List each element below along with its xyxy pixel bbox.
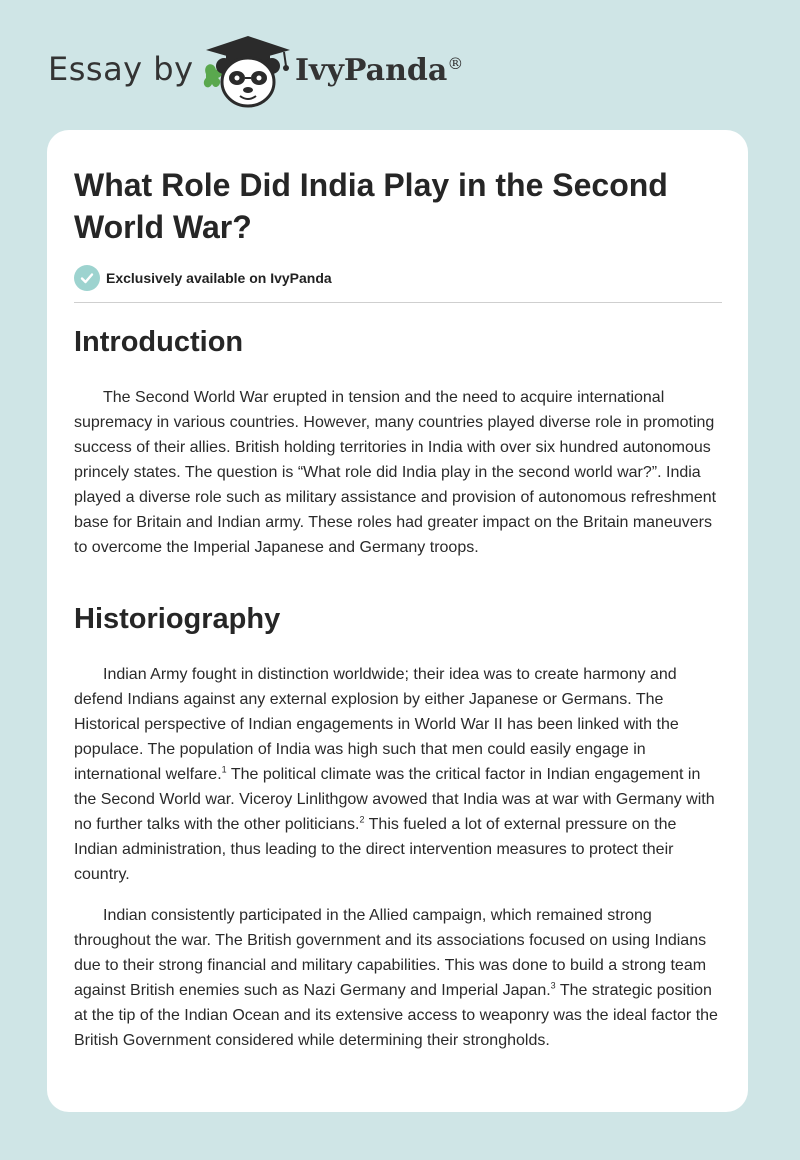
section-heading-historiography: Historiography xyxy=(74,603,281,635)
article-card xyxy=(47,130,748,1112)
exclusive-badge-label: Exclusively available on IvyPanda xyxy=(106,270,332,286)
paragraph-text: This fueled a lot of external pressure on the Indian administration, thus leading to the direct intervention measures to protect their country. xyxy=(74,816,677,883)
ivypanda-brand[interactable] xyxy=(295,53,463,88)
essay-by-label: Essay by xyxy=(48,50,194,88)
paragraph-text: Indian Army fought in distinction worldwide; their idea was to create harmony and defend Indians against any external explosion by either Japanese or Germans. The Historical perspective of Indian engagements in World War II has been linked with the populace. The population of India was high such that men could easily engage in international welfare. xyxy=(74,666,679,783)
paragraph-text: The strategic position at the tip of the Indian Ocean and its extensive access to weaponry was the ideal factor the British Government considered while determining their strongholds. xyxy=(74,982,718,1049)
brand-name-text: IvyPanda xyxy=(295,53,448,88)
paragraph-text: Indian consistently participated in the Allied campaign, which remained strong throughout the war. The British government and its associations focused on using Indians due to their strong financial and military capabilities. This was done to build a strong team against British enemies such as Nazi Germany and Imperial Japan. xyxy=(74,907,707,999)
paragraph xyxy=(74,385,724,560)
panda-graduate-logo-icon[interactable] xyxy=(200,34,296,110)
footnote-ref[interactable]: 3 xyxy=(550,980,556,991)
article-title: What Role Did India Play in the Second World War? xyxy=(74,167,668,245)
site-header xyxy=(0,0,800,130)
paragraph xyxy=(74,903,724,1053)
checkmark-icon xyxy=(74,265,100,291)
section-heading-introduction: Introduction xyxy=(74,326,244,358)
exclusive-badge xyxy=(74,265,332,291)
divider xyxy=(74,302,722,303)
paragraph xyxy=(74,662,724,887)
footnote-ref[interactable]: 1 xyxy=(221,764,227,775)
paragraph-text: The political climate was the critical factor in Indian engagement in the Second World war. Viceroy Linlithgow avowed that India was at war with Germany with no further talks with the other politicians. xyxy=(74,766,715,833)
footnote-ref[interactable]: 2 xyxy=(359,814,365,825)
paragraph-text: The Second World War erupted in tension and the need to acquire international supremacy in various countries. However, many countries played diverse role in promoting success of their allies. British holding territories in India with over six hundred autonomous princely states. The question is “What role did India play in the second world war?”. India played a diverse role such as military assistance and provision of autonomous refreshment base for Britain and Indian army. These roles had greater impact on the Britain maneuvers to overcome the Imperial Japanese and Germany troops. xyxy=(74,389,717,556)
registered-mark: ® xyxy=(447,54,464,73)
